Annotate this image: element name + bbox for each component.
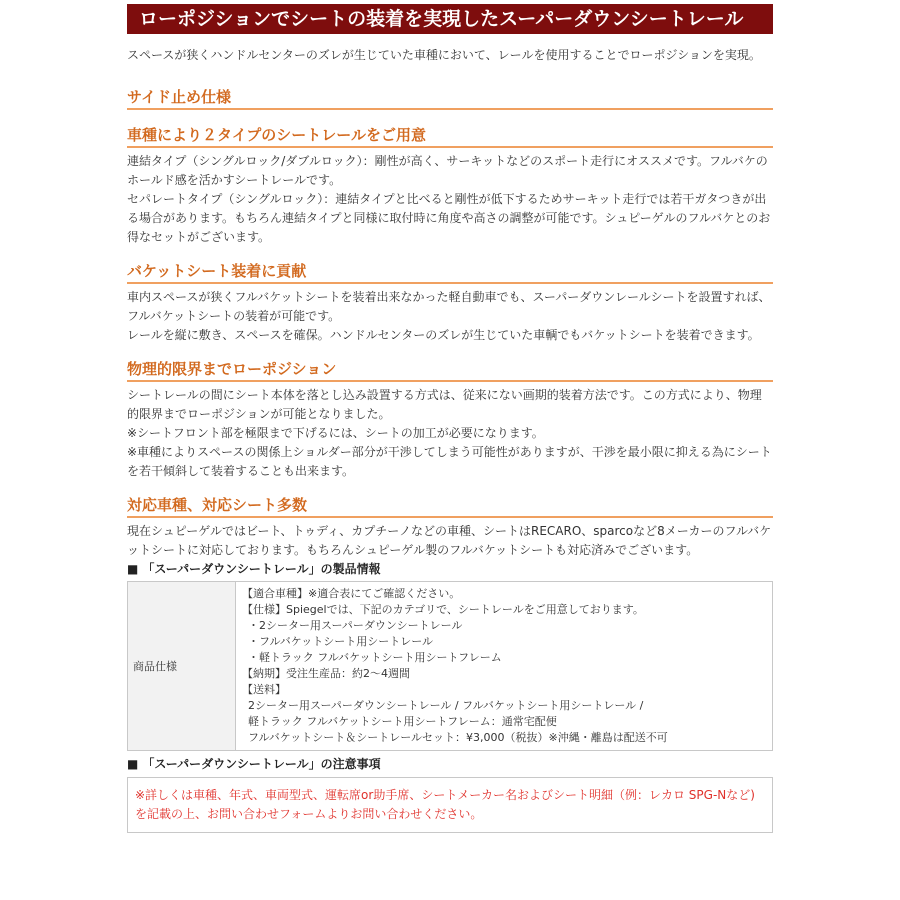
spec-label: 商品仕様: [128, 582, 236, 751]
spec-line-category-3: ・軽トラック フルバケットシート用シートフレーム: [248, 651, 502, 664]
square-bullet-icon: ■: [127, 757, 139, 771]
table-row: [128, 582, 773, 751]
section-title-side-mount: サイド止め仕様: [127, 87, 773, 110]
paragraph-low-position-note-2: ※車種によりスペースの関係上ショルダー部分が干渉してしまう可能性がありますが、干渉を最小限に抑える為にシートを若干傾斜して装着することも出来ます。: [127, 445, 772, 478]
spec-line-delivery: 【納期】受注生産品：約2～4週間: [242, 667, 410, 680]
paragraph-low-position-note-1: ※シートフロント部を極限まで下げるには、シートの加工が必要になります。: [127, 426, 544, 440]
paragraph-compatibility: 現在シュピーゲルではビート、トゥディ、カプチーノなどの車種、シートはRECARO、sparcoなど8メーカーのフルバケットシートに対応しております。もちろんシュピーゲル製のフルバケットシートも対応済みでございます。: [127, 524, 772, 557]
section-title-two-types: 車種により２タイプのシートレールをご用意: [127, 125, 773, 148]
main-content: [127, 46, 773, 833]
section-title-bucket-seat: バケットシート装着に貢献: [127, 261, 773, 284]
intro-text: スペースが狭くハンドルセンターのズレが生じていた車種において、レールを使用することでローポジションを実現。: [127, 48, 761, 62]
spec-line-compatible: 【適合車種】※適合表にてご確認ください。: [242, 587, 461, 600]
section-title-compatibility: 対応車種、対応シート多数: [127, 495, 773, 518]
paragraph-separate-type: セパレートタイプ（シングルロック）：連結タイプと比べると剛性が低下するためサーキット走行では若干ガタつきが出る場合があります。もちろん連結タイプと同様に取付時に角度や高さの調整が可能です。シュピーゲルのフルバケとのお得なセットがございます。: [127, 192, 771, 244]
notice-text: ※詳しくは車種、年式、車両型式、運転席or助手席、シートメーカー名およびシート明細（例：レカロ SPG-Nなど)を記載の上、お問い合わせフォームよりお問い合わせください。: [135, 788, 755, 821]
notice-heading-text: 「スーパーダウンシートレール」の注意事項: [142, 757, 381, 771]
spec-values: [236, 582, 773, 751]
spec-line-shipping-3: フルバケットシート＆シートレールセット：¥3,000（税抜）※沖縄・離島は配送不可: [248, 731, 668, 744]
section-title-low-position: 物理的限界までローポジション: [127, 359, 773, 382]
paragraph-bucket-seat-1: 車内スペースが狭くフルバケットシートを装着出来なかった軽自動車でも、スーパーダウンレールシートを設置すれば、フルバケットシートの装着が可能です。: [127, 290, 771, 323]
product-info-heading: [127, 560, 773, 578]
spec-line-shipping-label: 【送料】: [242, 683, 286, 696]
paragraph-coupled-type: 連結タイプ（シングルロック/ダブルロック）：剛性が高く、サーキットなどのスポート走行にオススメです。フルバケのホールド感を活かすシートレールです。: [127, 154, 768, 187]
square-bullet-icon: ■: [127, 562, 139, 576]
page-title-banner: ローポジションでシートの装着を実現したスーパーダウンシートレール: [127, 4, 773, 34]
notice-box: [127, 777, 773, 833]
paragraph-bucket-seat-2: レールを縦に敷き、スペースを確保。ハンドルセンターのズレが生じていた車輌でもバケットシートを装着できます。: [127, 328, 760, 342]
spec-line-shipping-2: 軽トラック フルバケットシート用シートフレーム：通常宅配便: [248, 715, 557, 728]
spec-line-category-1: ・2シーター用スーパーダウンシートレール: [248, 619, 463, 632]
spec-line-shipping-1: 2シーター用スーパーダウンシートレール / フルバケットシート用シートレール /: [248, 699, 644, 712]
spec-line-spec: 【仕様】Spiegelでは、下記のカテゴリで、シートレールをご用意しております。: [242, 603, 644, 616]
notice-heading: [127, 755, 773, 773]
paragraph-low-position-1: シートレールの間にシート本体を落とし込み設置する方式は、従来にない画期的装着方法です。この方式により、物理的限界までローポジションが可能となりました。: [127, 388, 762, 421]
spec-line-category-2: ・フルバケットシート用シートレール: [248, 635, 434, 648]
product-info-heading-text: 「スーパーダウンシートレール」の製品情報: [142, 562, 381, 576]
product-spec-table: [127, 581, 773, 751]
